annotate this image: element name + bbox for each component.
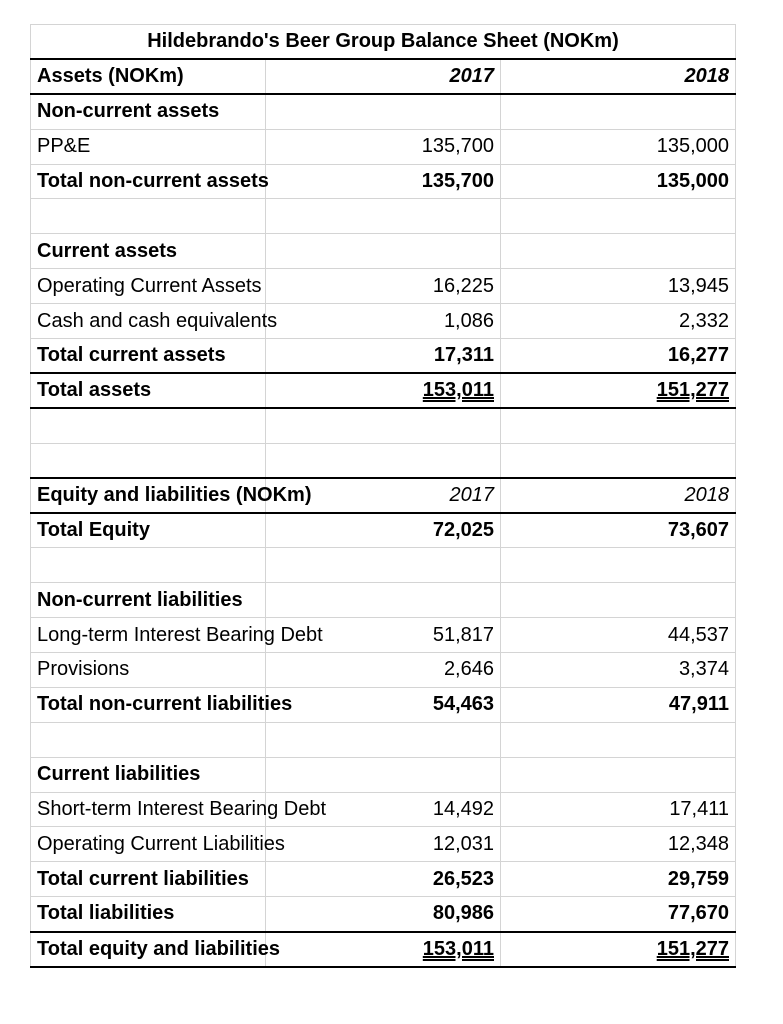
- operating-current-liabilities-2018: 12,348: [501, 827, 736, 862]
- equity-header-label: Equity and liabilities (NOKm): [31, 478, 266, 513]
- table-row: [31, 339, 736, 374]
- total-current-assets-2017: 17,311: [266, 339, 501, 374]
- operating-current-assets-label: Operating Current Assets: [31, 269, 266, 304]
- table-row: [31, 792, 736, 827]
- operating-current-assets-2017: 16,225: [266, 269, 501, 304]
- equity-header-row: [31, 478, 736, 513]
- noncurrent-assets-heading: Non-current assets: [31, 94, 266, 129]
- st-debt-2018: 17,411: [501, 792, 736, 827]
- table-row: [31, 583, 736, 618]
- provisions-2017: 2,646: [266, 653, 501, 688]
- equity-header-2018: 2018: [501, 478, 736, 513]
- sheet-title: Hildebrando's Beer Group Balance Sheet (NOKm): [31, 25, 736, 60]
- cash-label: Cash and cash equivalents: [31, 304, 266, 339]
- st-debt-label: Short-term Interest Bearing Debt: [31, 792, 266, 827]
- total-equity-2018: 73,607: [501, 513, 736, 548]
- total-equity-liabilities-2017: 153,011: [422, 937, 494, 960]
- table-row: [31, 827, 736, 862]
- table-row: [31, 653, 736, 688]
- ppe-label: PP&E: [31, 129, 266, 164]
- total-current-liabilities-label: Total current liabilities: [31, 862, 266, 897]
- total-noncurrent-assets-2018: 135,000: [501, 164, 736, 199]
- total-liabilities-2017: 80,986: [266, 897, 501, 932]
- total-liabilities-label: Total liabilities: [31, 897, 266, 932]
- ppe-2017: 135,700: [266, 129, 501, 164]
- total-current-liabilities-2017: 26,523: [266, 862, 501, 897]
- table-row: [31, 269, 736, 304]
- total-noncurrent-liabilities-label: Total non-current liabilities: [31, 687, 266, 722]
- total-liabilities-2018: 77,670: [501, 897, 736, 932]
- operating-current-liabilities-label: Operating Current Liabilities: [31, 827, 266, 862]
- lt-debt-2018: 44,537: [501, 618, 736, 653]
- table-row: [31, 932, 736, 967]
- title-row: [31, 25, 736, 60]
- operating-current-liabilities-2017: 12,031: [266, 827, 501, 862]
- provisions-label: Provisions: [31, 653, 266, 688]
- table-row: [31, 513, 736, 548]
- blank-row: [31, 199, 736, 234]
- table-row: [31, 862, 736, 897]
- total-noncurrent-liabilities-2018: 47,911: [501, 687, 736, 722]
- total-current-liabilities-2018: 29,759: [501, 862, 736, 897]
- equity-header-2017: 2017: [266, 478, 501, 513]
- blank-row: [31, 408, 736, 443]
- assets-header-label: Assets (NOKm): [31, 59, 266, 94]
- st-debt-2017: 14,492: [266, 792, 501, 827]
- total-noncurrent-assets-2017: 135,700: [266, 164, 501, 199]
- assets-header-2017: 2017: [266, 59, 501, 94]
- table-row: [31, 618, 736, 653]
- provisions-2018: 3,374: [501, 653, 736, 688]
- blank-row: [31, 548, 736, 583]
- total-noncurrent-liabilities-2017: 54,463: [266, 687, 501, 722]
- total-equity-liabilities-label: Total equity and liabilities: [31, 932, 266, 967]
- cash-2017: 1,086: [266, 304, 501, 339]
- total-equity-2017: 72,025: [266, 513, 501, 548]
- total-current-assets-2018: 16,277: [501, 339, 736, 374]
- table-row: [31, 129, 736, 164]
- total-assets-label: Total assets: [31, 373, 266, 408]
- table-row: [31, 164, 736, 199]
- noncurrent-liabilities-heading: Non-current liabilities: [31, 583, 266, 618]
- total-current-assets-label: Total current assets: [31, 339, 266, 374]
- blank-row: [31, 722, 736, 757]
- table-row: [31, 687, 736, 722]
- assets-header-2018: 2018: [501, 59, 736, 94]
- total-noncurrent-assets-label: Total non-current assets: [31, 164, 266, 199]
- ppe-2018: 135,000: [501, 129, 736, 164]
- operating-current-assets-2018: 13,945: [501, 269, 736, 304]
- table-row: [31, 757, 736, 792]
- table-row: [31, 234, 736, 269]
- balance-sheet-table: [30, 24, 736, 968]
- table-row: [31, 373, 736, 408]
- lt-debt-label: Long-term Interest Bearing Debt: [31, 618, 266, 653]
- cash-2018: 2,332: [501, 304, 736, 339]
- current-assets-heading: Current assets: [31, 234, 266, 269]
- total-equity-liabilities-2018: 151,277: [656, 937, 729, 960]
- total-assets-2017: 153,011: [422, 379, 494, 402]
- current-liabilities-heading: Current liabilities: [31, 757, 266, 792]
- table-row: [31, 897, 736, 932]
- blank-row: [31, 443, 736, 478]
- table-row: [31, 94, 736, 129]
- table-row: [31, 304, 736, 339]
- total-equity-label: Total Equity: [31, 513, 266, 548]
- lt-debt-2017: 51,817: [266, 618, 501, 653]
- assets-header-row: [31, 59, 736, 94]
- total-assets-2018: 151,277: [656, 379, 729, 402]
